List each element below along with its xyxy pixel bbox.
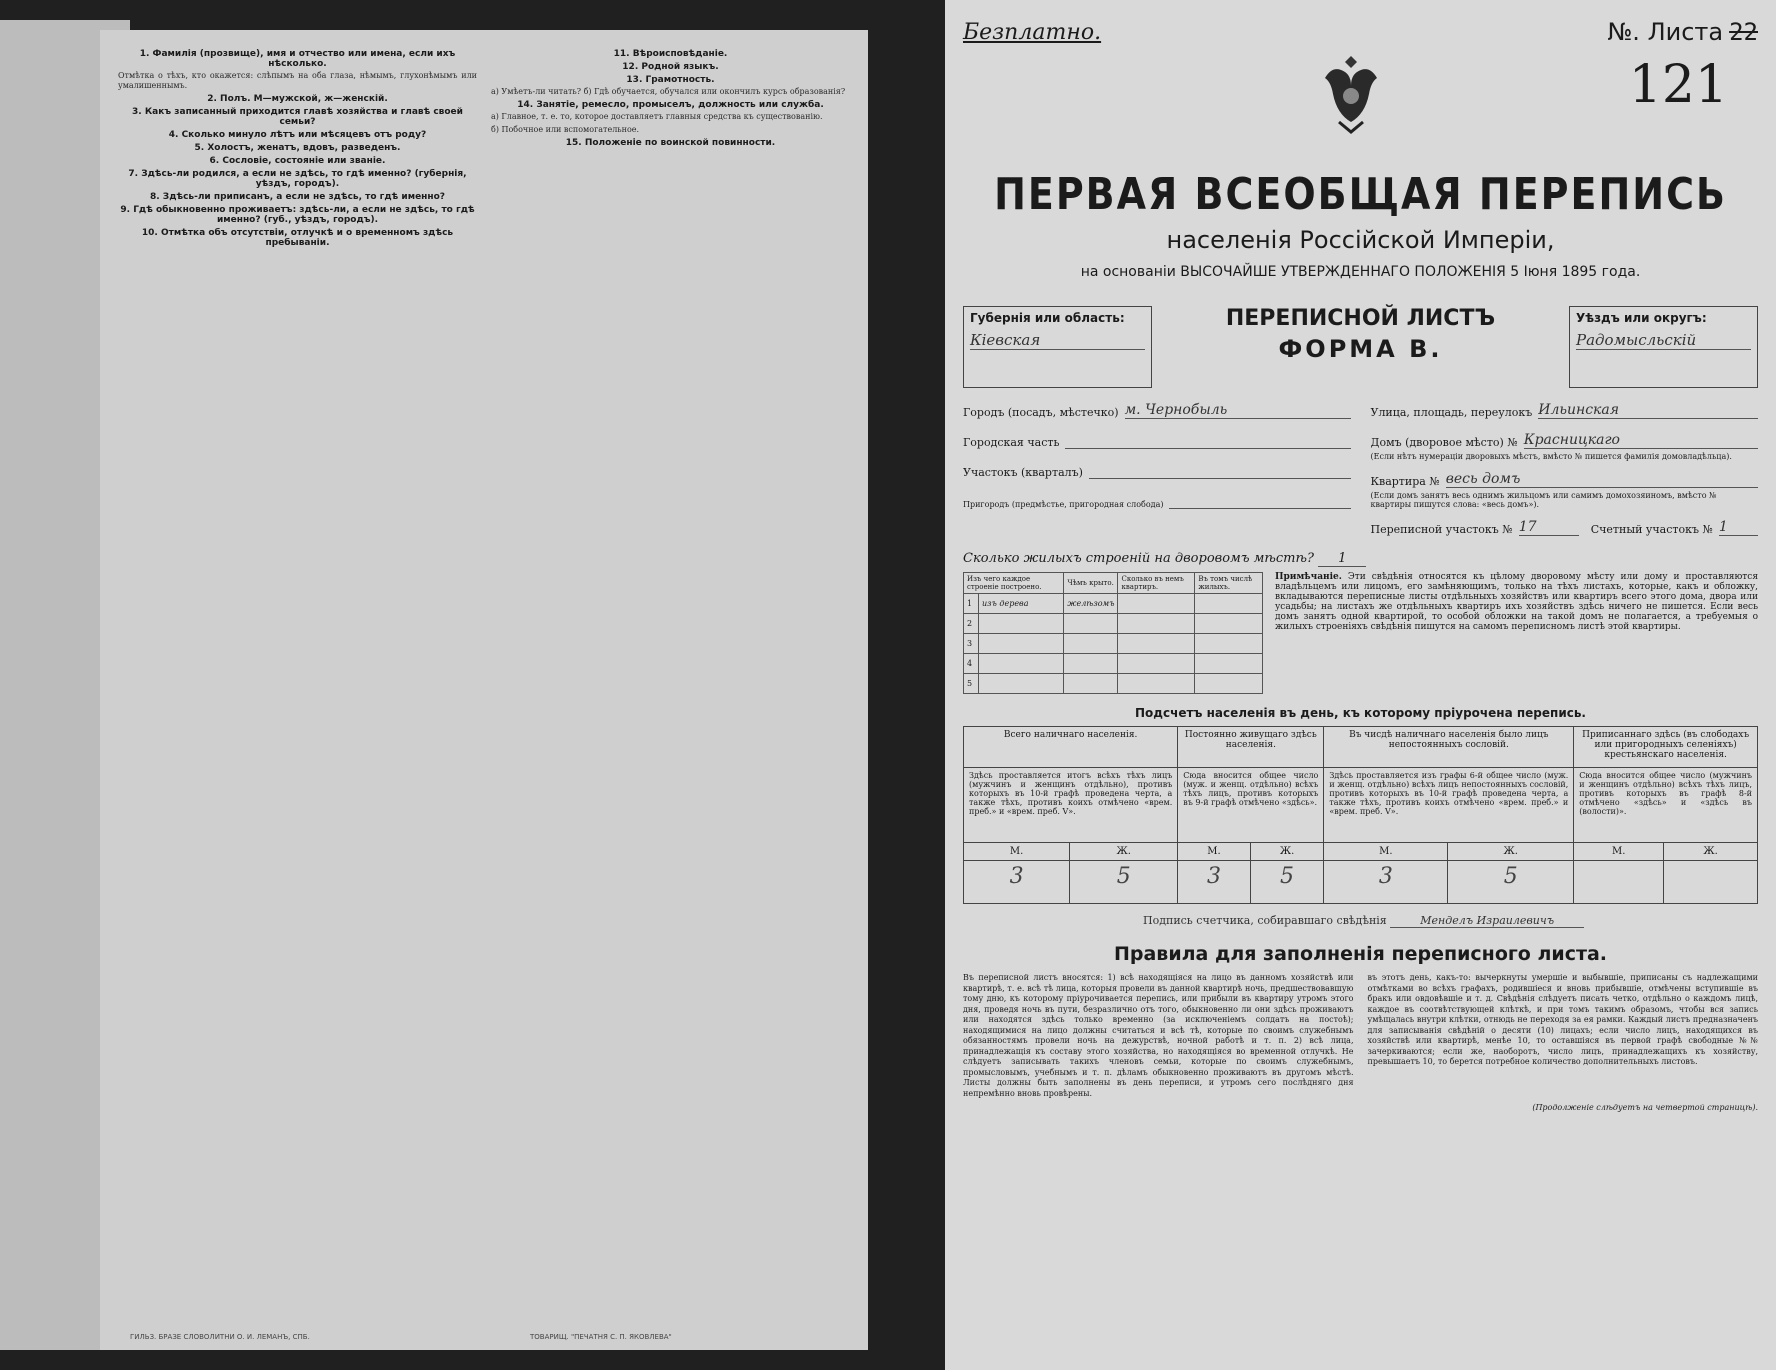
census-form-page — [945, 0, 1776, 1370]
remark-text: Эти свѣдѣнія относятся къ цѣлому дворовому мѣсту или дому и проставляются владѣльцемъ или лицомъ, его замѣняющимъ, только на тѣхъ листахъ, которые, какъ и обложку, вкладываются переписные листы отдѣльныхъ хозяйствъ или квартиръ всего этого дома, двора или усадьбы; на листахъ же отдѣльныхъ квартиръ ихъ хозяйствъ здѣсь ничего не пишется. Если весь домъ занятъ одной квартирой, то особой обложки на такой домъ не полагается, а требуемыя о жилыхъ строеніяхъ свѣдѣнія пишутся на самомъ переписномъ листѣ этой квартиры. — [1275, 572, 1758, 632]
sheet-number — [1607, 18, 1758, 46]
flat-label: Квартира № — [1370, 475, 1440, 488]
buildings-cell: желѣзомъ — [1064, 594, 1118, 614]
town-field — [963, 402, 1351, 419]
count-description-cell: Здѣсь проставляется изъ графы 6-й общее число (муж. и женщ. отдѣльно) всѣхъ лицъ непостоянныхъ сословій, противъ которыхъ въ 10-й графѣ проведена черта, а также тѣхъ, противъ коихъ отмѣчено «врем. преб.» и «врем. преб. V». — [1324, 768, 1574, 843]
buildings-cell — [1195, 674, 1263, 694]
female-count-value — [1664, 861, 1758, 904]
prigorod-field — [963, 492, 1351, 509]
male-count-value: 3 — [1178, 861, 1250, 904]
count-description-cell: Сюда вносится общее число (муж. и женщ. отдѣльно) всѣхъ тѣхъ лицъ, противъ которыхъ въ 9-й графѣ отмѣчено «здѣсь». — [1178, 768, 1324, 843]
buildings-cell: 2 — [964, 614, 979, 634]
female-count-value: 5 — [1250, 861, 1324, 904]
flat-note: (Если домъ занятъ весь однимъ жильцомъ или самимъ домохозяиномъ, вмѣсто № квартиры пишутся слова: «весь домъ»). — [1370, 491, 1717, 509]
street-field — [1371, 402, 1759, 419]
instruction-text: а) Главное, т. е. то, которое доставляетъ главныя средства къ существованію. — [491, 112, 823, 121]
town-value: м. Чернобыль — [1125, 402, 1351, 419]
house-note: (Если нѣтъ нумераціи дворовыхъ мѣстъ, вмѣсто № пишется фамилія домовладѣльца). — [1370, 452, 1732, 461]
city-part-value — [1065, 432, 1350, 449]
buildings-cell — [1195, 614, 1263, 634]
buildings-cell — [979, 634, 1064, 654]
instruction-heading: 10. Отмѣтка объ отсутствіи, отлучкѣ и о временномъ здѣсь пребываніи. — [141, 228, 454, 248]
buildings-cell — [1118, 634, 1195, 654]
enumerator-signature-row — [1143, 914, 1758, 927]
rules-text — [963, 973, 1758, 1099]
count-row — [964, 727, 1758, 768]
count-row — [964, 768, 1758, 843]
instruction-heading: 1. Фамилія (прозвище), имя и отчество или имена, если ихъ нѣсколько. — [139, 49, 456, 69]
buildings-cell — [1195, 654, 1263, 674]
buildings-section — [963, 572, 1758, 694]
house-field — [1371, 432, 1759, 449]
buildings-cell — [1064, 634, 1118, 654]
male-count-value: 3 — [964, 861, 1070, 904]
form-header — [963, 306, 1758, 388]
buildings-row — [964, 654, 1263, 674]
buildings-row — [964, 634, 1263, 654]
instruction-text: а) Умѣетъ-ли читать? б) Гдѣ обучается, обучался или окончилъ курсъ образованія? — [491, 87, 846, 96]
archive-number: 121 — [1628, 55, 1728, 115]
buildings-cell: изъ дерева — [979, 594, 1064, 614]
printer-imprint-2: ТОВАРИЩ. "ПЕЧАТНЯ С. П. ЯКОВЛЕВА" — [530, 1333, 672, 1341]
male-column-label: М. — [1324, 843, 1448, 861]
census-district-value: 17 — [1519, 519, 1579, 536]
female-column-label: Ж. — [1070, 843, 1178, 861]
form-letter: ФОРМА В. — [1278, 335, 1443, 363]
buildings-header-cell: Сколько въ немъ квартиръ. — [1118, 573, 1195, 594]
gubernia-value: Кіевская — [970, 331, 1145, 350]
female-column-label: Ж. — [1664, 843, 1758, 861]
buildings-row — [964, 674, 1263, 694]
prigorod-value — [1169, 492, 1350, 509]
street-value: Ильинская — [1538, 402, 1758, 419]
instruction-heading: 9. Гдѣ обыкновенно проживаетъ: здѣсь-ли, а если не здѣсь, то гдѣ именно? (губ., уѣздъ, городъ). — [120, 205, 475, 225]
town-label: Городъ (посадъ, мѣстечко) — [963, 406, 1119, 419]
count-description-cell: Сюда вносится общее число (мужчинъ и женщинъ отдѣльно) всѣхъ тѣхъ лицъ, противъ которыхъ въ графѣ 8-й отмѣчено «здѣсь» и «здѣсь въ (волости)». — [1574, 768, 1758, 843]
buildings-cell — [1064, 674, 1118, 694]
buildings-cell — [979, 614, 1064, 634]
female-count-value: 5 — [1448, 861, 1574, 904]
instruction-heading: 15. Положеніе по воинской повинности. — [565, 138, 776, 148]
buildings-cell: 1 — [964, 594, 979, 614]
census-district-label: Переписной участокъ № — [1370, 523, 1513, 536]
buildings-row — [964, 594, 1263, 614]
prigorod-label: Пригородъ (предмѣстье, пригородная слобода) — [963, 500, 1164, 509]
signature-value: Менделъ Израилевичъ — [1390, 914, 1584, 928]
city-part-field — [963, 432, 1351, 449]
count-row — [964, 861, 1758, 904]
buildings-count: 1 — [1318, 551, 1366, 567]
instruction-text: б) Побочное или вспомогательное. — [491, 125, 640, 134]
count-header-cell: Постоянно живущаго здѣсь населенія. — [1178, 727, 1324, 768]
buildings-cell — [1064, 614, 1118, 634]
buildings-header-cell: Изъ чего каждое строеніе построено. — [964, 573, 1064, 594]
census-basis: на основаніи ВЫСОЧАЙШЕ УТВЕРЖДЕННАГО ПОЛОЖЕНІЯ 5 Іюня 1895 года. — [1080, 264, 1641, 280]
house-value: Красницкаго — [1524, 432, 1758, 449]
population-count-table — [963, 726, 1758, 904]
uezd-box — [1569, 306, 1758, 388]
buildings-header-cell: Чѣмъ крыто. — [1064, 573, 1118, 594]
form-title: ПЕРЕПИСНОЙ ЛИСТЪ — [1225, 306, 1496, 331]
buildings-table — [963, 572, 1263, 694]
buildings-cell: 5 — [964, 674, 979, 694]
signature-label: Подпись счетчика, собиравшаго свѣдѣнія — [1143, 914, 1387, 927]
rules-continuation: (Продолженіе слѣдуетъ на четвертой страницѣ). — [1532, 1103, 1758, 1112]
count-description-cell: Здѣсь проставляется итогъ всѣхъ тѣхъ лицъ (мужчинъ и женщинъ отдѣльно), противъ которыхъ въ 10-й графѣ проведена черта, а также тѣхъ, противъ коихъ отмѣчено «врем. преб.» и «врем. преб. V». — [964, 768, 1178, 843]
instruction-heading: 8. Здѣсь-ли приписанъ, а если не здѣсь, то гдѣ именно? — [149, 192, 446, 202]
districts-field — [1371, 519, 1759, 536]
instruction-heading: 6. Сословіе, состояніе или званіе. — [209, 156, 386, 166]
buildings-cell — [1195, 594, 1263, 614]
buildings-cell — [1064, 654, 1118, 674]
buildings-remark — [1275, 572, 1758, 694]
address-section — [963, 402, 1758, 549]
count-header-cell: Въ чисдѣ наличнаго населенія было лицъ непостоянныхъ сословій. — [1324, 727, 1574, 768]
buildings-question: Сколько жилыхъ строеній на дворовомъ мѣстѣ? — [963, 551, 1314, 566]
buildings-cell — [1118, 594, 1195, 614]
census-title: ПЕРВАЯ ВСЕОБЩАЯ ПЕРЕПИСЬ — [994, 168, 1727, 220]
instructions-column-2 — [491, 46, 850, 1334]
instructions-page — [100, 30, 868, 1350]
uezd-label: Уѣздъ или округъ: — [1576, 311, 1707, 325]
instruction-heading: 14. Занятіе, ремесло, промыселъ, должность или служба. — [517, 100, 824, 110]
form-title-block — [1152, 306, 1569, 388]
buildings-cell: 4 — [964, 654, 979, 674]
buildings-question-row — [963, 551, 1758, 566]
instructions-column-1 — [118, 46, 477, 1334]
free-label: Безплатно. — [963, 19, 1102, 45]
house-label: Домъ (дворовое мѣсто) № — [1370, 436, 1518, 449]
buildings-cell: 3 — [964, 634, 979, 654]
male-column-label: М. — [1178, 843, 1250, 861]
uchastok-label: Участокъ (кварталъ) — [963, 466, 1083, 479]
buildings-row — [964, 614, 1263, 634]
buildings-cell — [1195, 634, 1263, 654]
male-count-value: 3 — [1324, 861, 1448, 904]
remark-title: Примѣчаніе. — [1275, 572, 1342, 582]
instruction-heading: 3. Какъ записанный приходится главѣ хозяйства и главѣ своей семьи? — [132, 107, 463, 127]
sheet-number-value: 22 — [1729, 18, 1758, 46]
count-title: Подсчетъ населенія въ день, къ которому пріурочена перепись. — [1135, 706, 1586, 720]
gubernia-box — [963, 306, 1152, 388]
rules-column-2: въ этотъ день, какъ-то: вычеркнуты умершіе и выбывшіе, приписаны съ надлежащими отмѣтками во всѣхъ графахъ, родившіеся и вновь прибывшіе, отмѣчены вступившіе въ бракъ или овдовѣвшіе и т. д. Свѣдѣнія слѣдуетъ писать четко, отдѣльно о каждомъ лицѣ, каждое въ соотвѣтствующей клѣткѣ, и при томъ такимъ образомъ, чтобы вся запись умѣщалась внутри клѣтки, отнюдь не переходя за ея рамки. Каждый листъ предназначенъ для записыванія свѣдѣній о десяти (10) лицахъ; если число лицъ, находящихся въ хозяйствѣ или квартирѣ, менѣе 10, то оставшіяся въ первой графѣ свободные №№ зачеркиваются; если же, наоборотъ, число лицъ, принадлежащихъ къ хозяйству, превышаетъ 10, то берется потребное количество дополнительныхъ листовъ. — [1367, 973, 1758, 1066]
count-district-value: 1 — [1719, 519, 1758, 536]
count-row — [964, 843, 1758, 861]
sheet-number-label: №. Листа — [1607, 18, 1724, 46]
uchastok-field — [963, 462, 1351, 479]
gubernia-label: Губернія или область: — [970, 311, 1125, 325]
instruction-heading: 4. Сколько минуло лѣтъ или мѣсяцевъ отъ роду? — [168, 130, 427, 140]
uchastok-value — [1089, 462, 1351, 479]
count-header-cell: Приписаннаго здѣсь (въ слободахъ или пригородныхъ селеніяхъ) крестьянскаго населенія. — [1574, 727, 1758, 768]
buildings-cell — [979, 654, 1064, 674]
double-headed-eagle-icon — [1315, 48, 1387, 136]
male-column-label: М. — [964, 843, 1070, 861]
instruction-heading: 13. Грамотность. — [626, 75, 715, 85]
buildings-cell — [979, 674, 1064, 694]
instruction-text: Отмѣтка о тѣхъ, кто окажется: слѣпымъ на оба глаза, нѣмымъ, глухонѣмымъ или умалишеннымъ. — [118, 71, 477, 90]
rules-title: Правила для заполненія переписного листа. — [1113, 943, 1608, 965]
count-district-label: Счетный участокъ № — [1590, 523, 1713, 536]
rules-column-1: Въ переписной листъ вносятся: 1) всѣ находящіяся на лицо въ данномъ хозяйствѣ или квартирѣ, т. е. всѣ тѣ лица, которыя провели въ данной квартирѣ ночь, предшествовавшую тому дню, къ которому пріурочивается перепись, или прибыли въ квартиру утромъ этого дня, проведя ночь въ пути, безразлично отъ того, обыкновенно ли они здѣсь проживаютъ или находятся здѣсь только временно (за исключеніемъ солдатъ на постоѣ); находящимися на лицо должны считаться и всѣ тѣ, которые по своимъ служебнымъ обязанностямъ провели ночь на дежурствѣ, ночной работѣ и т. п. 2) всѣ лица, принадлежащія къ составу этого хозяйства, но находящіяся во временной отлучкѣ. Не слѣдуетъ записывать такихъ членовъ семьи, которые по своимъ служебнымъ, промысловымъ, учебнымъ и т. п. дѣламъ обыкновенно проживаютъ въ другомъ мѣстѣ. Листы должны быть заполнены въ день переписи, и утромъ сего послѣдняго дня непремѣнно вновь провѣрены. — [963, 973, 1354, 1098]
city-part-label: Городская часть — [963, 436, 1060, 449]
instruction-heading: 11. Вѣроисповѣданіе. — [613, 49, 728, 59]
instruction-heading: 2. Полъ. М—мужской, ж—женскій. — [207, 94, 388, 104]
census-subtitle: населенія Россійской Имперіи, — [1166, 226, 1555, 254]
male-count-value — [1574, 861, 1664, 904]
female-column-label: Ж. — [1250, 843, 1324, 861]
instruction-heading: 7. Здѣсь-ли родился, а если не здѣсь, то гдѣ именно? (губернія, уѣздъ, городъ). — [128, 169, 467, 189]
uezd-value: Радомысльскій — [1576, 331, 1751, 350]
instruction-heading: 5. Холостъ, женатъ, вдовъ, разведенъ. — [194, 143, 401, 153]
street-label: Улица, площадь, переулокъ — [1370, 406, 1533, 419]
buildings-cell — [1118, 614, 1195, 634]
buildings-cell — [1118, 674, 1195, 694]
male-column-label: М. — [1574, 843, 1664, 861]
flat-value: весь домъ — [1446, 471, 1758, 488]
count-header-cell: Всего наличнаго населенія. — [964, 727, 1178, 768]
printer-imprint-1: ГИЛЬЗ. БРАЗЕ СЛОВОЛИТНИ О. И. ЛЕМАНЪ, СПБ. — [130, 1333, 310, 1341]
female-count-value: 5 — [1070, 861, 1178, 904]
buildings-cell — [1118, 654, 1195, 674]
instruction-heading: 12. Родной языкъ. — [622, 62, 719, 72]
flat-field — [1371, 471, 1759, 488]
female-column-label: Ж. — [1448, 843, 1574, 861]
buildings-header-cell: Въ томъ числѣ жилыхъ. — [1195, 573, 1263, 594]
